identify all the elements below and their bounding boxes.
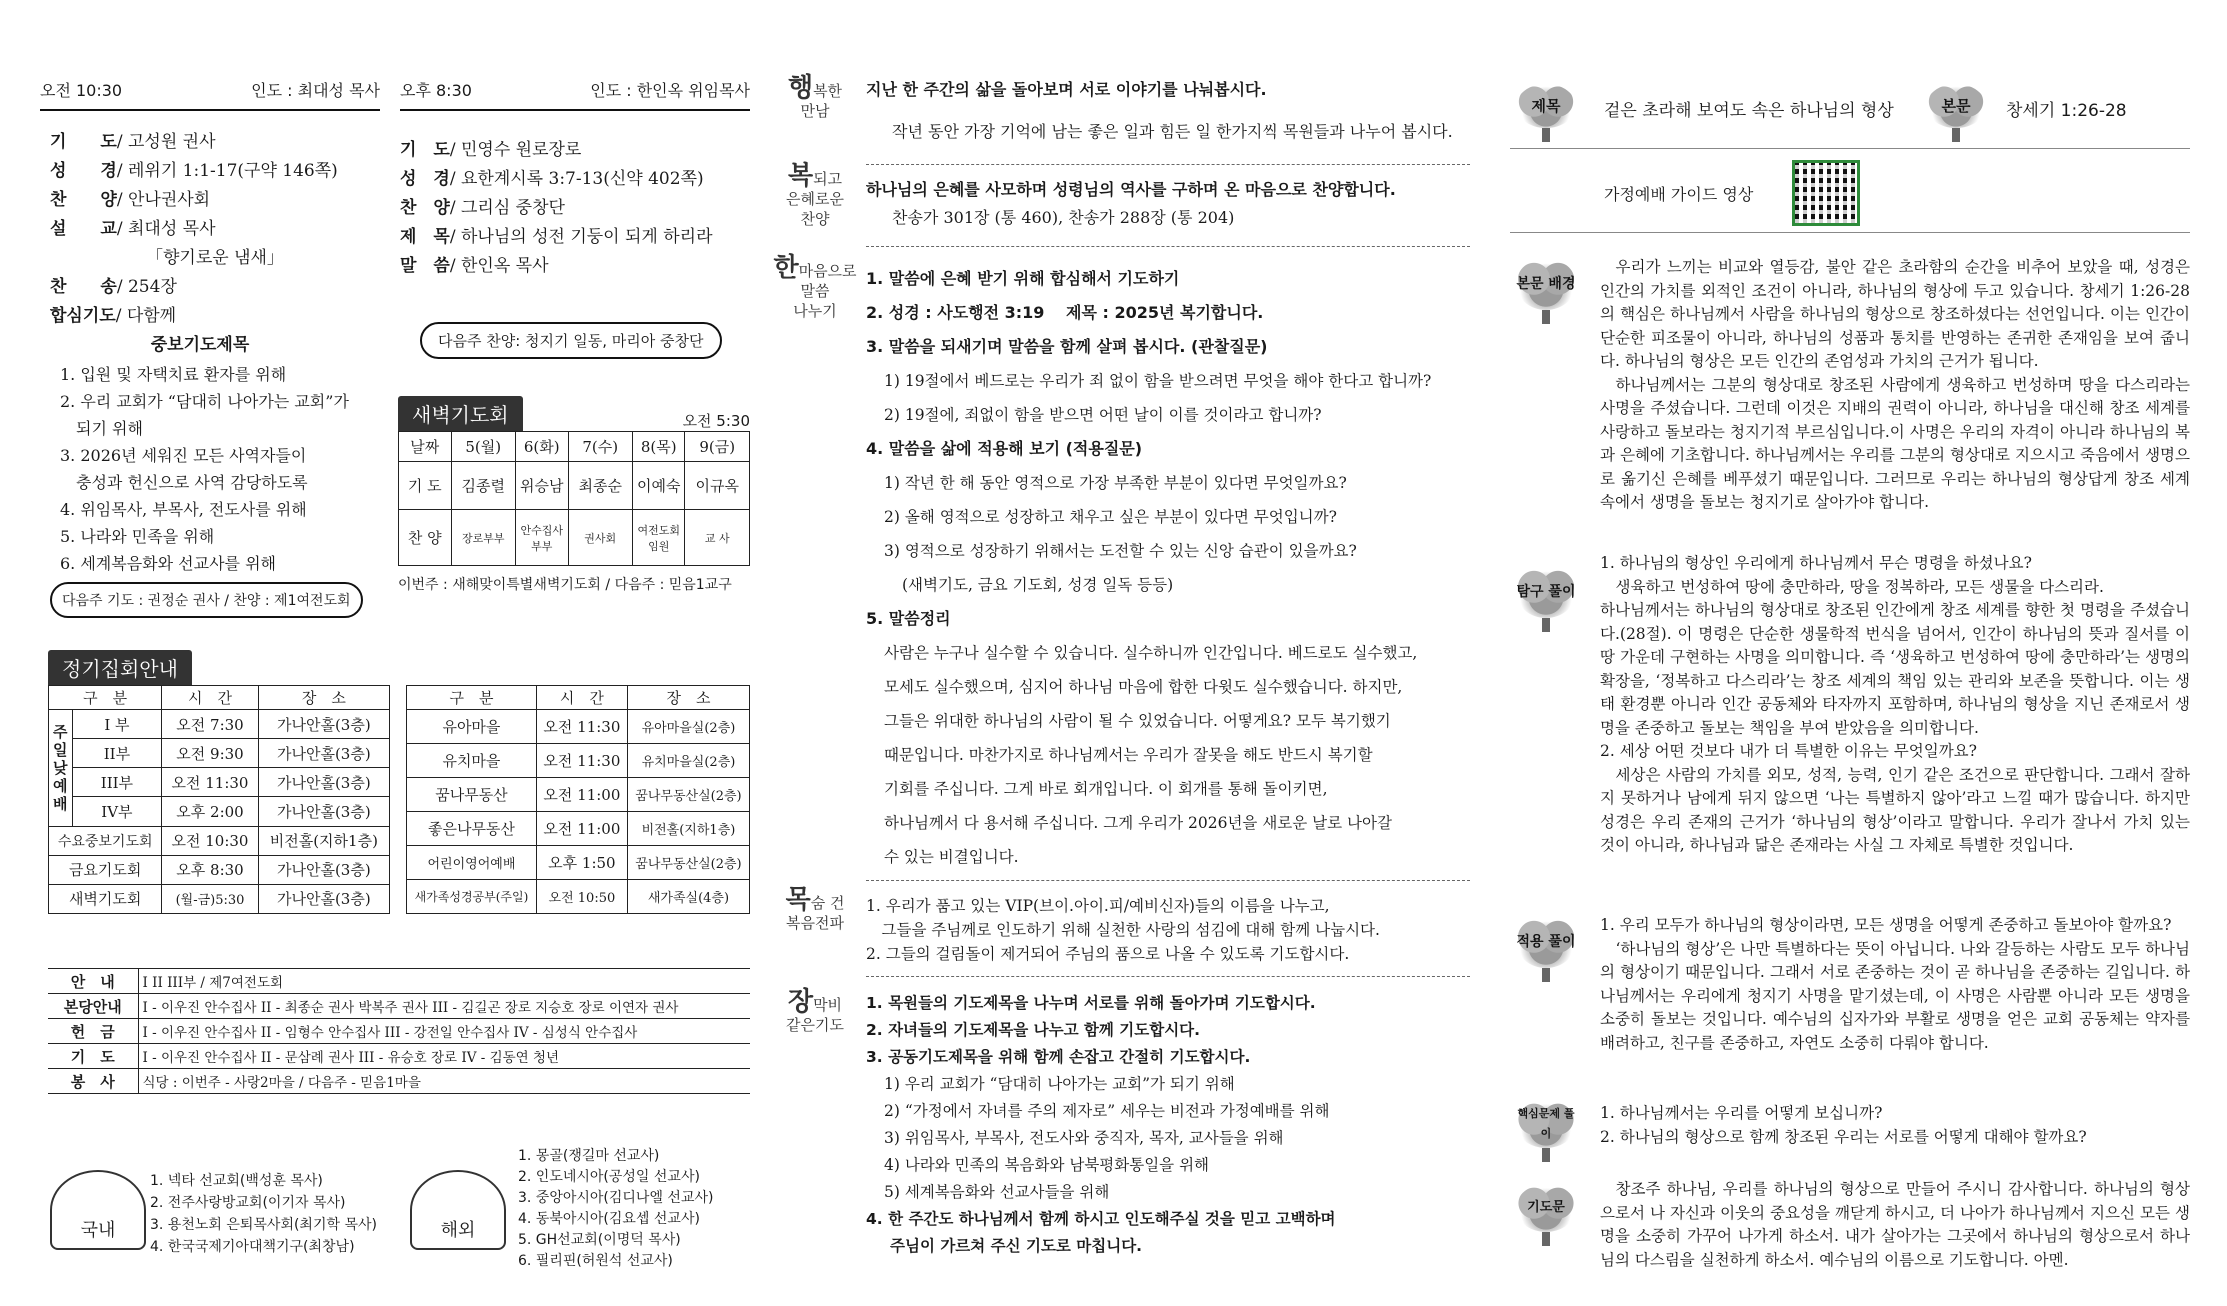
cell: 가나안홀(3층) bbox=[258, 739, 389, 768]
morning-leader: 인도 : 최대성 목사 bbox=[251, 81, 380, 100]
worship-column bbox=[40, 0, 750, 1306]
row-label: 합심기도 bbox=[50, 306, 116, 326]
row-label: 기 도 bbox=[400, 140, 450, 160]
divider bbox=[866, 880, 1470, 881]
s2-text: 찬송가 301장 (통 460), 찬송가 288장 (통 204) bbox=[892, 208, 1235, 227]
sermon-title: 「향기로운 냄새」 bbox=[146, 248, 284, 268]
prayer-item: 3. 2026년 세워진 모든 사역자들이 bbox=[60, 446, 307, 465]
domestic-wreath-icon bbox=[50, 1170, 146, 1250]
dawn-cell: 이예숙 bbox=[632, 462, 684, 510]
intercession bbox=[60, 330, 380, 577]
cell: 유아마을 bbox=[407, 710, 537, 744]
dawn-table bbox=[398, 431, 750, 566]
cell: 꿈나무동산실(2층) bbox=[627, 846, 749, 880]
prayer-item: 1. 입원 및 자택치료 환자를 위해 bbox=[60, 365, 287, 384]
s3-line: 기회를 주십니다. 그게 바로 회개입니다. 이 회개를 통해 돌이키면, bbox=[884, 780, 1328, 798]
col-header: 시 간 bbox=[536, 686, 627, 710]
s3-line: 2) 19절에, 죄없이 함을 받으면 어떤 날이 이를 것이라고 합니까? bbox=[884, 406, 1322, 424]
icon-text: 말씀 bbox=[800, 282, 830, 300]
regular-table-right bbox=[406, 685, 750, 914]
col-header: 장 소 bbox=[258, 686, 389, 710]
row-value: / 요한계시록 3:7-13(신약 402쪽) bbox=[449, 169, 704, 189]
cell: 꿈나무동산실(2층) bbox=[627, 778, 749, 812]
core-text bbox=[1600, 1102, 2190, 1149]
text-label: 본문 bbox=[1941, 97, 1971, 115]
cell: 오전 11:00 bbox=[536, 812, 627, 846]
s3-line: 수 있는 비결입니다. bbox=[884, 848, 1019, 866]
row-value: / 고성원 권사 bbox=[116, 132, 216, 152]
cell: 오전 11:30 bbox=[536, 744, 627, 778]
cell: II부 bbox=[72, 739, 162, 768]
col-header: 구 분 bbox=[49, 686, 162, 710]
s3-line: 4. 말씀을 삶에 적용해 보기 (적용질문) bbox=[866, 439, 1143, 458]
prayer-tree-icon bbox=[1510, 1184, 1582, 1246]
cell: 금요기도회 bbox=[49, 855, 162, 884]
apply-tree-icon bbox=[1510, 916, 1582, 982]
s5-line: 주님이 가르쳐 주신 기도로 마칩니다. bbox=[890, 1237, 1143, 1255]
icon-text: 만남 bbox=[800, 102, 830, 120]
dawn-header: 9(금) bbox=[685, 432, 750, 462]
row-label: 설 교 bbox=[50, 219, 117, 239]
prayer-item: 5. 나라와 민족을 위해 bbox=[60, 527, 215, 546]
cell: III부 bbox=[72, 768, 162, 797]
study-label: 탐구 풀이 bbox=[1516, 584, 1576, 600]
divider bbox=[866, 246, 1470, 247]
study-text bbox=[1600, 552, 2190, 858]
cell: 가나안홀(3층) bbox=[258, 768, 389, 797]
sunday-label: 주일낮예배 bbox=[49, 710, 73, 827]
dawn-cell: 여전도회 임원 bbox=[632, 510, 684, 566]
icon-char: 행 bbox=[787, 73, 814, 103]
icon-char: 한 bbox=[773, 253, 799, 283]
row-value: / 그리심 중창단 bbox=[449, 198, 565, 218]
prayer-text bbox=[1600, 1178, 2190, 1272]
cell: 가나안홀(3층) bbox=[258, 797, 389, 826]
s5-line: 4. 한 주간도 하나님께서 함께 하시고 인도해주실 것을 믿고 고백하며 bbox=[866, 1210, 1336, 1228]
duty-value: I - 이우진 안수집사 II - 최종순 권사 박복주 권사 III - 김길곤 장로 지승호 장로 이연자 권사 bbox=[138, 994, 750, 1019]
lesson-title: 겉은 초라해 보여도 속은 하나님의 형상 bbox=[1604, 101, 1894, 121]
regular-meetings bbox=[48, 650, 750, 914]
prayer-item: 충성과 헌신으로 사역 감당하도록 bbox=[60, 473, 308, 492]
duty-label: 헌 금 bbox=[48, 1019, 138, 1044]
dawn-title: 새벽기도회 bbox=[398, 396, 523, 431]
qr-code-icon[interactable] bbox=[1792, 160, 1860, 226]
gospel-icon bbox=[770, 885, 860, 933]
mission-item: 2. 전주사랑방교회(이기자 목사) bbox=[150, 1195, 346, 1211]
evening-header bbox=[400, 78, 750, 111]
row-value: / 민영수 원로장로 bbox=[449, 140, 582, 160]
prayer-label: 기도문 bbox=[1527, 1200, 1565, 1215]
mission-item: 4. 한국국제기아대책기구(최창남) bbox=[150, 1239, 355, 1255]
row-value: / 최대성 목사 bbox=[116, 219, 216, 239]
row-label: 찬 양 bbox=[50, 190, 117, 210]
core-question: 1. 하나님께서는 우리를 어떻게 보십니까? bbox=[1600, 1104, 1883, 1122]
duty-label: 봉 사 bbox=[48, 1069, 138, 1094]
cell: 오전 11:30 bbox=[536, 710, 627, 744]
cell: 가나안홀(3층) bbox=[258, 855, 389, 884]
row-value: / 안나권사회 bbox=[116, 190, 211, 210]
mission-item: 2. 인도네시아(공성일 선교사) bbox=[518, 1169, 700, 1185]
dawn-cell: 이규옥 bbox=[685, 462, 750, 510]
s5-line: 1. 목원들의 기도제목을 나누며 서로를 위해 돌아가며 기도합시다. bbox=[866, 994, 1316, 1012]
dawn-prayer bbox=[398, 396, 750, 594]
col-header: 장 소 bbox=[627, 686, 749, 710]
title-tree-icon bbox=[1510, 84, 1582, 142]
icon-text: 복음전파 bbox=[786, 914, 844, 932]
dawn-header: 5(월) bbox=[451, 432, 515, 462]
divider bbox=[1510, 232, 2190, 233]
apply-question: 1. 우리 모두가 하나님의 형상이라면, 모든 생명을 어떻게 존중하고 돌보아야 할까요? bbox=[1600, 916, 2172, 934]
row-value: / 하나님의 성전 기둥이 되게 하리라 bbox=[449, 227, 713, 247]
duty-value: I - 이우진 안수집사 II - 문삼례 권사 III - 유승호 장로 IV - 김동연 청년 bbox=[138, 1044, 750, 1069]
mission-item: 3. 중앙아시아(김디나엘 선교사) bbox=[518, 1190, 714, 1206]
s3-line: 2) 올해 영적으로 성장하고 채우고 싶은 부분이 있다면 무엇입니까? bbox=[884, 508, 1337, 526]
icon-char: 목 bbox=[785, 885, 811, 915]
s3-line: 1) 19절에서 베드로는 우리가 죄 없이 함을 받으려면 무엇을 해야 한다고 합니까? bbox=[884, 372, 1432, 390]
divider bbox=[1510, 148, 2190, 149]
row-value: / 한인옥 목사 bbox=[449, 256, 549, 276]
overseas-label: 해외 bbox=[440, 1220, 476, 1241]
duty-label: 기 도 bbox=[48, 1044, 138, 1069]
row-label: 찬 송 bbox=[50, 277, 117, 297]
cell: 오후 1:50 bbox=[536, 846, 627, 880]
dawn-cell: 기 도 bbox=[399, 462, 452, 510]
morning-order bbox=[50, 128, 390, 331]
title-label: 제목 bbox=[1531, 97, 1561, 115]
study-question: 1. 하나님의 형상인 우리에게 하나님께서 무슨 명령을 하셨나요? bbox=[1600, 554, 2032, 572]
cell: 오전 11:00 bbox=[536, 778, 627, 812]
cell: 꿈나무동산 bbox=[407, 778, 537, 812]
prayer-item: 6. 세계복음화와 선교사를 위해 bbox=[60, 554, 276, 573]
prayer-icon bbox=[770, 987, 860, 1035]
s4-body bbox=[866, 894, 1470, 966]
dawn-header: 8(목) bbox=[632, 432, 684, 462]
s3-line: 5. 말씀정리 bbox=[866, 609, 951, 628]
study-answer: 생육하고 번성하여 땅에 충만하라, 땅을 정복하라, 모든 생물을 다스리라. bbox=[1615, 577, 2104, 596]
cell: 오전 10:30 bbox=[162, 826, 258, 855]
mission-item: 5. GH선교회(이명덕 목사) bbox=[518, 1232, 681, 1248]
dawn-cell: 장로부부 bbox=[451, 510, 515, 566]
row-label: 기 도 bbox=[50, 132, 117, 152]
cell: 오전 7:30 bbox=[162, 710, 258, 739]
s3-line: 그들은 위대한 하나님의 사람이 될 수 있었습니다. 어떻게요? 모두 복기했기 bbox=[884, 712, 1391, 730]
icon-text: 막비 bbox=[813, 996, 843, 1014]
morning-time: 오전 10:30 bbox=[40, 81, 123, 100]
s3-line: 3. 말씀을 되새기며 말씀을 함께 살펴 봅시다. (관찰질문) bbox=[866, 337, 1268, 356]
icon-text: 찬양 bbox=[800, 210, 830, 228]
s3-line: 1) 작년 한 해 동안 영적으로 가장 부족한 부분이 있다면 무엇일까요? bbox=[884, 474, 1347, 492]
mission-item: 4. 동북아시아(김요셉 선교사) bbox=[518, 1211, 700, 1227]
regular-title: 정기집회안내 bbox=[48, 650, 192, 685]
row-value: / 레위기 1:1-17(구약 146쪽) bbox=[116, 161, 338, 181]
icon-char: 복 bbox=[787, 161, 814, 191]
duty-value: 식당 : 이번주 - 사랑2마을 / 다음주 - 믿음1마을 bbox=[138, 1069, 750, 1094]
mission-item: 3. 용천노회 은퇴목사회(최기학 목사) bbox=[150, 1217, 377, 1233]
apply-label: 적용 풀이 bbox=[1516, 934, 1576, 950]
apply-text bbox=[1600, 914, 2190, 1055]
s3-body bbox=[866, 262, 1470, 874]
prayer-item: 되기 위해 bbox=[60, 419, 143, 438]
duty-value: I - 이우진 안수집사 II - 임형수 안수집사 III - 강전일 안수집사 IV - 심성식 안수집사 bbox=[138, 1019, 750, 1044]
evening-order bbox=[400, 136, 750, 281]
overseas-wreath-icon bbox=[410, 1170, 506, 1250]
s3-line: 모세도 실수했으며, 심지어 하나님 마음에 합한 다윗도 실수했습니다. 하지만, bbox=[884, 678, 1403, 696]
divider bbox=[866, 976, 1470, 977]
domestic-label: 국내 bbox=[80, 1220, 116, 1241]
col-header: 구 분 bbox=[407, 686, 537, 710]
s2-heading: 하나님의 은혜를 사모하며 성령님의 역사를 구하며 온 마음으로 찬양합니다. bbox=[866, 180, 1396, 199]
bg-label: 본문 배경 bbox=[1516, 276, 1576, 292]
s1-heading: 지난 한 주간의 삶을 돌아보며 서로 이야기를 나눠봅시다. bbox=[866, 80, 1267, 99]
s4-line: 2. 그들의 걸림돌이 제거되어 주님의 품으로 나올 수 있도록 기도합시다. bbox=[866, 945, 1350, 963]
study-paragraph: 세상은 사람의 가치를 외모, 성적, 능력, 인기 같은 조건으로 판단합니다. 그래서 잘하지 못하거나 남에게 뒤지 않으면 ‘나는 특별하지 않아’라고 느낄 때가 많습니다. 하지만 성경은 우리 존재의 근거가 ‘하나님의 형상’이라고 말합니다. 우리가 잘나서 가치 있는 것이 아니라, 하나님과 닮은 존재라는 사실 그 자체로 특별한 것입니다. bbox=[1600, 765, 2190, 854]
s3-line: 3) 영적으로 성장하기 위해서는 도전할 수 있는 신앙 습관이 있을까요? bbox=[884, 542, 1357, 560]
row-label: 제 목 bbox=[400, 227, 450, 247]
cell: IV부 bbox=[72, 797, 162, 826]
cell: 수요중보기도회 bbox=[49, 826, 162, 855]
s5-line: 2. 자녀들의 기도제목을 나누고 함께 기도합시다. bbox=[866, 1021, 1201, 1039]
s3-line: 사람은 누구나 실수할 수 있습니다. 실수하니까 인간입니다. 베드로도 실수했고, bbox=[884, 644, 1418, 662]
cell: 유아마을실(2층) bbox=[627, 710, 749, 744]
overseas-missions bbox=[518, 1146, 713, 1272]
s5-line: 5) 세계복음화와 선교사들을 위해 bbox=[884, 1183, 1110, 1201]
icon-text: 되고 bbox=[813, 170, 843, 188]
evening-leader: 인도 : 한인옥 위임목사 bbox=[590, 81, 750, 100]
duty-label: 본당안내 bbox=[48, 994, 138, 1019]
icon-text: 은혜로운 bbox=[786, 190, 844, 208]
row-label: 찬 양 bbox=[400, 198, 450, 218]
cell: 가나안홀(3층) bbox=[258, 710, 389, 739]
cell: I 부 bbox=[72, 710, 162, 739]
study-tree-icon bbox=[1510, 566, 1582, 632]
prayer-item: 4. 위임목사, 부목사, 전도사를 위해 bbox=[60, 500, 307, 519]
apply-paragraph: ‘하나님의 형상’은 나만 특별하다는 뜻이 아닙니다. 나와 갈등하는 사람도 모두 하나님의 형상이기 때문입니다. 그래서 서로 존중하는 것이 곧 하나님을 존중하는 길입니다. 하나님께서는 우리에게 청지기 사명을 맡기셨는데, 이 사명은 사람뿐 아니라 모든 생명을 소중히 돌보는 것입니다. 예수님의 십자가와 부활로 생명을 얻은 교회 공동체는 약자를 배려하고, 친구를 존중하고, 자연도 소중히 다뤄야 합니다. bbox=[1600, 939, 2190, 1052]
cell: (월-금)5:30 bbox=[162, 884, 258, 913]
dawn-cell: 위승남 bbox=[516, 462, 568, 510]
cell: 새가족성경공부(주일) bbox=[407, 880, 537, 914]
cell: 오후 2:00 bbox=[162, 797, 258, 826]
dawn-cell: 교 사 bbox=[685, 510, 750, 566]
cell: 유치마을 bbox=[407, 744, 537, 778]
s5-line: 2) “가정에서 자녀를 주의 제자로” 세우는 비전과 가정예배를 위해 bbox=[884, 1102, 1330, 1120]
dawn-cell: 최종순 bbox=[568, 462, 632, 510]
dawn-cell: 김종렬 bbox=[451, 462, 515, 510]
study-question: 2. 세상 어떤 것보다 내가 더 특별한 이유는 무엇일까요? bbox=[1600, 742, 1977, 760]
s5-line: 4) 나라와 민족의 복음화와 남북평화통일을 위해 bbox=[884, 1156, 1210, 1174]
morning-header bbox=[40, 78, 380, 111]
s5-body bbox=[866, 990, 1470, 1260]
bg-paragraph: 하나님께서는 그분의 형상대로 창조된 사람에게 생육하고 번성하며 땅을 다스리라는 사명을 주셨습니다. 그런데 이것은 지배의 권력이 아니라, 하나님을 대신해 창조 세계를 사랑하고 돌보라는 청지기적 부르심입니다.이 사명은 우리의 자격이 아니라 하나님의 복과 은혜에 기초합니다. 하나님께서는 우리를 그분의 형상대로 지으시고 죽음에서 생명으로 옮기신 은혜를 베푸셨기 때문입니다. 그러므로 우리는 하나님의 형상답게 창조 세계 속에서 생명을 돌보는 청지기로 살아가야 합니다. bbox=[1600, 375, 2190, 511]
background-text bbox=[1600, 256, 2190, 515]
s5-line: 1) 우리 교회가 “담대히 나아가는 교회”가 되기 위해 bbox=[884, 1075, 1235, 1093]
bg-paragraph: 우리가 느끼는 비교와 열등감, 불안 같은 초라함의 순간을 비추어 보았을 때, 성경은 인간의 가치를 외적인 조건이 아니라, 하나님의 형상에 두고 있습니다. 창세기 1:26-28의 핵심은 하나님께서 사람을 하나님의 형상으로 창조하셨다는 선언입니다. 이는 인간이 단순한 피조물이 아니라, 하나님의 성품과 통치를 반영하는 존귀한 존재임을 보여 줍니다. 하나님의 형상은 모든 인간의 존엄성과 가치의 근거가 됩니다. bbox=[1600, 258, 2190, 370]
cell: 새벽기도회 bbox=[49, 884, 162, 913]
prayer-paragraph: 창조주 하나님, 우리를 하나님의 형상으로 만들어 주시니 감사합니다. 하나님의 형상으로서 나 자신과 이웃의 중요성을 깨닫게 하시고, 더 나아가 하나님께서 지으신 모든 생명을 소중히 가꾸어 나가게 하소서. 내가 살아가는 그곳에서 하나님의 형상으로서 하나님의 다스림을 실천하게 하소서. 예수님의 이름으로 기도합니다. 아멘. bbox=[1600, 1180, 2190, 1269]
family-worship-column bbox=[1510, 0, 2190, 1306]
text-tree-icon bbox=[1920, 84, 1992, 142]
core-question: 2. 하나님의 형상으로 함께 창조된 우리는 서로를 어떻게 대해야 할까요? bbox=[1600, 1127, 2087, 1146]
s4-line: 그들을 주님께로 인도하기 위해 실천한 사랑의 섬김에 대해 함께 나눕시다. bbox=[866, 921, 1380, 939]
mission-item: 1. 몽골(쟁길마 선교사) bbox=[518, 1148, 660, 1164]
intercession-title: 중보기도제목 bbox=[150, 335, 250, 355]
row-label: 성 경 bbox=[50, 161, 117, 181]
s3-line: 때문입니다. 마찬가지로 하나님께서는 우리가 잘못을 해도 반드시 복기할 bbox=[884, 746, 1373, 764]
dawn-cell: 권사회 bbox=[568, 510, 632, 566]
background-tree-icon bbox=[1510, 258, 1582, 324]
video-label: 가정예배 가이드 영상 bbox=[1604, 185, 1754, 204]
row-value: / 254장 bbox=[116, 277, 177, 297]
icon-text: 복한 bbox=[813, 82, 843, 100]
duties-table bbox=[48, 968, 750, 1094]
dawn-header: 날짜 bbox=[399, 432, 452, 462]
s1-text: 작년 동안 가장 기억에 남는 좋은 일과 힘든 일 한가지씩 목원들과 나누어 봅시다. bbox=[892, 122, 1453, 141]
mission-item: 6. 필리핀(허원석 선교사) bbox=[518, 1253, 673, 1269]
s3-line: (새벽기도, 금요 기도회, 성경 일독 등등) bbox=[902, 576, 1174, 594]
cell: 비전홀(지하1층) bbox=[258, 826, 389, 855]
core-tree-icon bbox=[1510, 1100, 1582, 1162]
duty-label: 안 내 bbox=[48, 969, 138, 994]
evening-next-badge: 다음주 찬양: 청지기 일동, 마리아 중창단 bbox=[420, 322, 722, 359]
cell: 비전홀(지하1층) bbox=[627, 812, 749, 846]
dawn-cell: 찬 양 bbox=[399, 510, 452, 566]
col-header: 시 간 bbox=[162, 686, 258, 710]
cell-group-column bbox=[770, 0, 1470, 1306]
cell: 오후 8:30 bbox=[162, 855, 258, 884]
word-sharing-icon bbox=[770, 253, 860, 321]
blessed-praise-icon bbox=[770, 161, 860, 229]
cell: 오전 10:50 bbox=[536, 880, 627, 914]
cell: 오전 9:30 bbox=[162, 739, 258, 768]
core-label: 핵심문제 풀이 bbox=[1517, 1107, 1575, 1140]
cell: 새가족실(4층) bbox=[627, 880, 749, 914]
happy-meeting-icon bbox=[770, 73, 860, 121]
regular-table-left bbox=[48, 685, 390, 914]
icon-text: 마음으로 bbox=[798, 262, 857, 280]
s5-line: 3) 위임목사, 부목사, 전도사와 중직자, 목자, 교사들을 위해 bbox=[884, 1129, 1284, 1147]
duty-value: I II III부 / 제7여전도회 bbox=[138, 969, 750, 994]
divider bbox=[866, 164, 1470, 165]
cell: 가나안홀(3층) bbox=[258, 884, 389, 913]
s5-line: 3. 공동기도제목을 위해 함께 손잡고 간절히 기도합시다. bbox=[866, 1048, 1251, 1066]
dawn-note: 이번주 : 새해맞이특별새벽기도회 / 다음주 : 믿음1교구 bbox=[398, 577, 732, 593]
s3-line: 2. 성경 : 사도행전 3:19 제목 : 2025년 복기합니다. bbox=[866, 303, 1264, 322]
dawn-header: 6(화) bbox=[516, 432, 568, 462]
study-paragraph: 하나님께서는 하나님의 형상대로 창조된 인간에게 창조 세계를 향한 첫 명령을 주셨습니다.(28절). 이 명령은 단순한 생물학적 번식을 넘어서, 인간이 하나님의 뜻과 질서를 이 땅 가운데 구현하는 사명을 의미합니다. 즉 ‘생육하고 번성하여 땅에 충만하라’는 생명의 확장을, ‘정복하고 다스리라’는 창조 세계의 책임 있는 관리와 보존을 뜻합니다. 이는 생태 환경뿐 아니라 인간 공동체와 타자까지 포함하며, 하나님의 형상을 지닌 존재로서 생명을 존중하고 돌보는 책임을 부여 받았음을 의미합니다. bbox=[1600, 601, 2190, 737]
row-value: / 다함께 bbox=[115, 306, 177, 326]
s4-line: 1. 우리가 품고 있는 VIP(브이.아이.피/예비신자)들의 이름을 나누고, bbox=[866, 897, 1330, 915]
cell: 오전 11:30 bbox=[162, 768, 258, 797]
row-label: 말 씀 bbox=[400, 256, 450, 276]
icon-text: 숨 건 bbox=[810, 894, 845, 912]
s3-line: 하나님께서 다 용서해 주십니다. 그게 우리가 2026년을 새로운 날로 나아갈 bbox=[884, 814, 1392, 832]
dawn-cell: 안수집사 부부 bbox=[516, 510, 568, 566]
mission-item: 1. 넥타 선교회(백성훈 목사) bbox=[150, 1173, 323, 1189]
cell: 유치마을실(2층) bbox=[627, 744, 749, 778]
dawn-header: 7(수) bbox=[568, 432, 632, 462]
cell: 좋은나무동산 bbox=[407, 812, 537, 846]
icon-text: 나누기 bbox=[793, 302, 837, 320]
domestic-missions bbox=[150, 1170, 377, 1258]
icon-char: 장 bbox=[787, 987, 814, 1017]
prayer-item: 2. 우리 교회가 “담대히 나아가는 교회”가 bbox=[60, 392, 349, 411]
evening-time: 오후 8:30 bbox=[400, 81, 472, 100]
cell: 어린이영어예배 bbox=[407, 846, 537, 880]
dawn-time: 오전 5:30 bbox=[682, 412, 750, 430]
row-label: 성 경 bbox=[400, 169, 450, 189]
morning-next-badge: 다음주 기도 : 권정순 권사 / 찬양 : 제1여전도회 bbox=[50, 582, 363, 618]
lesson-text: 창세기 1:26-28 bbox=[2006, 101, 2127, 121]
icon-text: 같은기도 bbox=[786, 1016, 844, 1034]
s3-line: 1. 말씀에 은혜 받기 위해 합심해서 기도하기 bbox=[866, 269, 1180, 288]
